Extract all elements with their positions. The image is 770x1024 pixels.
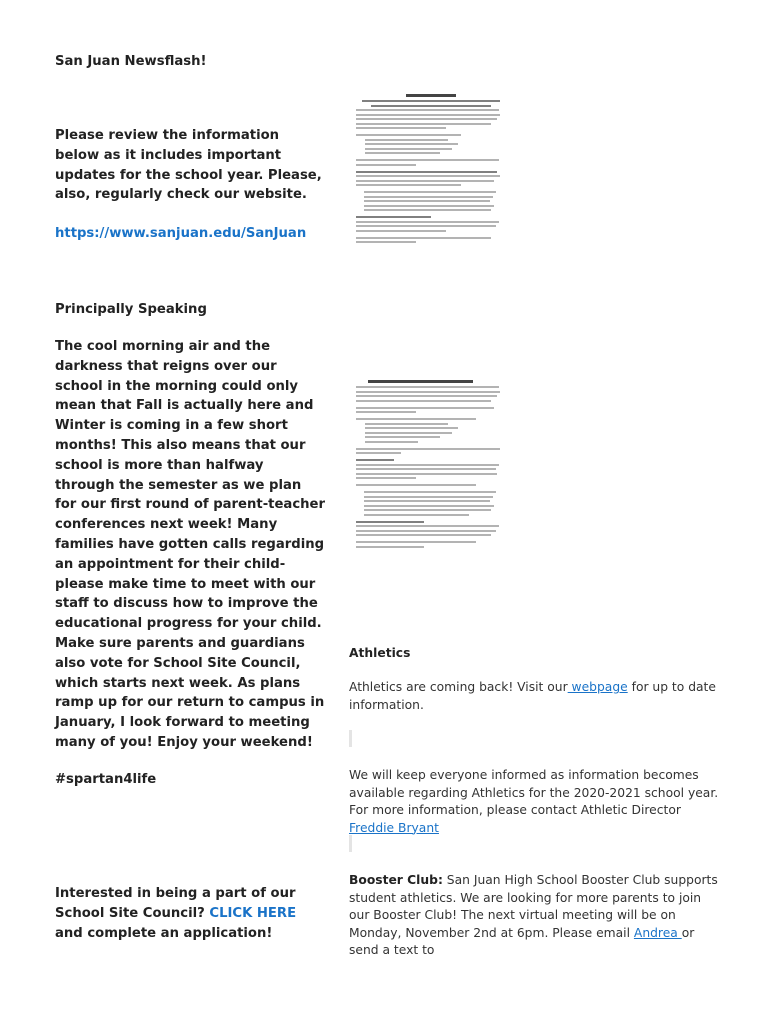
athletics-paragraph-2: We will keep everyone informed as information becomes available regarding Athletics for the 2020-2021 school year. For more information, please contact Athletic Director Freddie Bryant [349,768,719,835]
divider-bar [349,835,352,852]
booster-club-paragraph: Booster Club: San Juan High School Booster Club supports student athletics. We are looking for more parents to join our Booster Club! The next virtual meeting will be on Monday, November 2nd at 6pm. Please email Andrea or send a text to [349,873,718,957]
email-andrea-link[interactable]: Andrea [633,925,682,940]
principal-body: The cool morning air and the darkness that reigns over our school in the morning could only mean that Fall is actually here and Winter is coming in a few short months! This also means that our school is more than halfway through the semester as we plan for our first round of parent-teacher conferences next week! Many families have gotten calls regarding an appointment for their child- please make time to meet with our staff to discuss how to improve the educational progress for your child. Make sure parents and guardians also vote for School Site Council, which starts next week. As plans ramp up for our return to campus in January, I look forward to meeting many of you! Enjoy your weekend! [55,339,325,750]
athletics-paragraph-1: Athletics are coming back! Visit our webpage for up to date information. [349,680,716,712]
newsflash-title: San Juan Newsflash! [55,54,207,69]
flyer-spanish-image [356,94,506,290]
hashtag: #spartan4life [55,772,157,787]
athletics-heading: Athletics [349,646,411,660]
athletic-director-link[interactable]: Freddie Bryant [349,820,439,835]
booster-club-label: Booster Club: [349,873,443,887]
click-here-link[interactable]: CLICK HERE [209,905,297,921]
newsflash-intro: Please review the information below as it includes important updates for the school year. Please, also, regularly check our website. [55,128,322,203]
flyer-english-image [356,380,506,610]
website-link[interactable]: https://www.sanjuan.edu/SanJuan [55,226,307,241]
principal-heading: Principally Speaking [55,302,207,317]
divider-bar [349,730,352,747]
athletics-webpage-link[interactable]: webpage [567,680,628,694]
site-council-text: Interested in being a part of our School Site Council? CLICK HERE and complete an application! [55,886,297,941]
flyer-spanish-title [406,94,456,97]
